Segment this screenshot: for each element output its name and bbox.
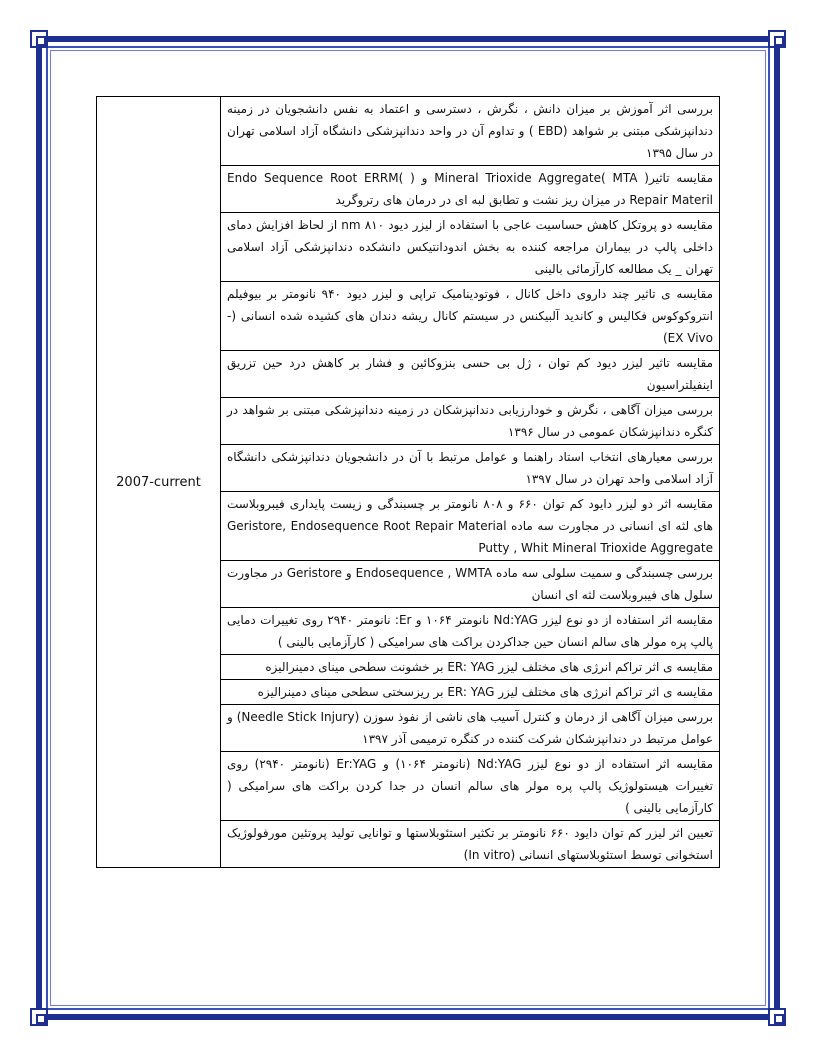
research-title-cell: مقایسه دو پروتکل کاهش حساسیت عاجی با استفاده از لیزر دیود ۸۱۰ nm از لحاظ افزایش دمای داخلی پالپ در بیماران مراجعه کننده به بخش اندودانتیکس دانشکده دندانپزشکی آزاد اسلامی تهران _ یک مطالعه کارآزمائی بالینی xyxy=(221,213,720,282)
table-row xyxy=(97,97,720,166)
corner-ornament-bottom-right xyxy=(768,1008,786,1026)
research-title-cell: بررسی میزان آگاهی از درمان و کنترل آسیب های ناشی از نفوذ سوزن (Needle Stick Injury) و عوامل مرتبط در دندانپزشکان شرکت کننده در کنگره ترمیمی آذر ۱۳۹۷ xyxy=(221,705,720,752)
research-table xyxy=(96,96,720,868)
corner-ornament-bottom-left xyxy=(30,1008,48,1026)
research-title-cell: مقایسه تاثیر( Mineral Trioxide Aggregate( MTA و ( Endo Sequence Root ERRM( Repair Materil در میزان ریز نشت و تطابق لبه ای در درمان های رتروگرید xyxy=(221,166,720,213)
research-title-cell: تعیین اثر لیزر کم توان دایود ۶۶۰ نانومتر بر تکثیر استئوبلاستها و توانایی تولید پروتئین مورفولوژیک استخوانی توسط استئوبلاستهای انسانی (In vitro) xyxy=(221,821,720,868)
research-title-cell: مقایسه ی اثر تراکم انرژی های مختلف لیزر ER: YAG بر خشونت سطحی مینای دمینرالیزه xyxy=(221,655,720,680)
research-title-cell: مقایسه اثر استفاده از دو نوع لیزر Nd:YAG (نانومتر ۱۰۶۴) و Er:YAG (نانومتر ۲۹۴۰) روی تغییرات هیستولوژیک پالپ پره مولر های سالم انسان در جدا کردن براکت های سرامیکی ( کارآزمایی بالینی ) xyxy=(221,752,720,821)
research-title-cell: مقایسه ی اثر تراکم انرژی های مختلف لیزر ER: YAG بر ریزسختی سطحی مینای دمینرالیزه xyxy=(221,680,720,705)
research-title-cell: مقایسه تاثیر لیزر دیود کم توان ، ژل بی حسی بنزوکائین و فشار بر کاهش درد حین تزریق اینفیلتراسیون xyxy=(221,351,720,398)
research-title-cell: بررسی میزان آگاهی ، نگرش و خودارزیابی دندانپزشکان در زمینه دندانپزشکی مبتنی بر شواهد در کنگره دندانپزشکان عمومی در سال ۱۳۹۶ xyxy=(221,398,720,445)
research-title-cell: مقایسه ی تاثیر چند داروی داخل کانال ، فوتودینامیک تراپی و لیزر دیود ۹۴۰ نانومتر بر بیوفیلم انتروکوکوس فکالیس و کاندید آلبیکنس در سیستم کانال ریشه دندان های کشیده شده انسانی (-EX Vivo) xyxy=(221,282,720,351)
corner-ornament-top-right xyxy=(768,30,786,48)
research-title-cell: مقایسه اثر دو لیزر دایود کم توان ۶۶۰ و ۸۰۸ نانومتر بر چسبندگی و زیست پایداری فیبروبلاست های لثه ای انسانی در مجاورت سه ماده Geristore, Endosequence Root Repair Material Putty , Whit Mineral Trioxide Aggregate xyxy=(221,492,720,561)
research-title-cell: بررسی اثر آموزش بر میزان دانش ، نگرش ، دسترسی و اعتماد به نفس دانشجویان در زمینه دندانپزشکی مبتنی بر شواهد (EBD ) و تداوم آن در واحد دندانپزشکی دانشگاه آزاد اسلامی تهران در سال ۱۳۹۵ xyxy=(221,97,720,166)
corner-ornament-top-left xyxy=(30,30,48,48)
research-title-cell: مقایسه اثر استفاده از دو نوع لیزر Nd:YAG نانومتر ۱۰۶۴ و Er: نانومتر ۲۹۴۰ روی تغییرات دمایی پالپ پره مولر های سالم انسان حین جداکردن براکت های سرامیکی ( کارآزمایی بالینی ) xyxy=(221,608,720,655)
period-cell: 2007-current xyxy=(97,97,221,868)
research-title-cell: بررسی معیارهای انتخاب استاد راهنما و عوامل مرتبط با آن در دانشجویان دندانپزشکی دانشگاه آزاد اسلامی واحد تهران در سال ۱۳۹۷ xyxy=(221,445,720,492)
research-title-cell: بررسی چسبندگی و سمیت سلولی سه ماده Endosequence , WMTA و Geristore در مجاورت سلول های فیبروبلاست لثه ای انسان xyxy=(221,561,720,608)
